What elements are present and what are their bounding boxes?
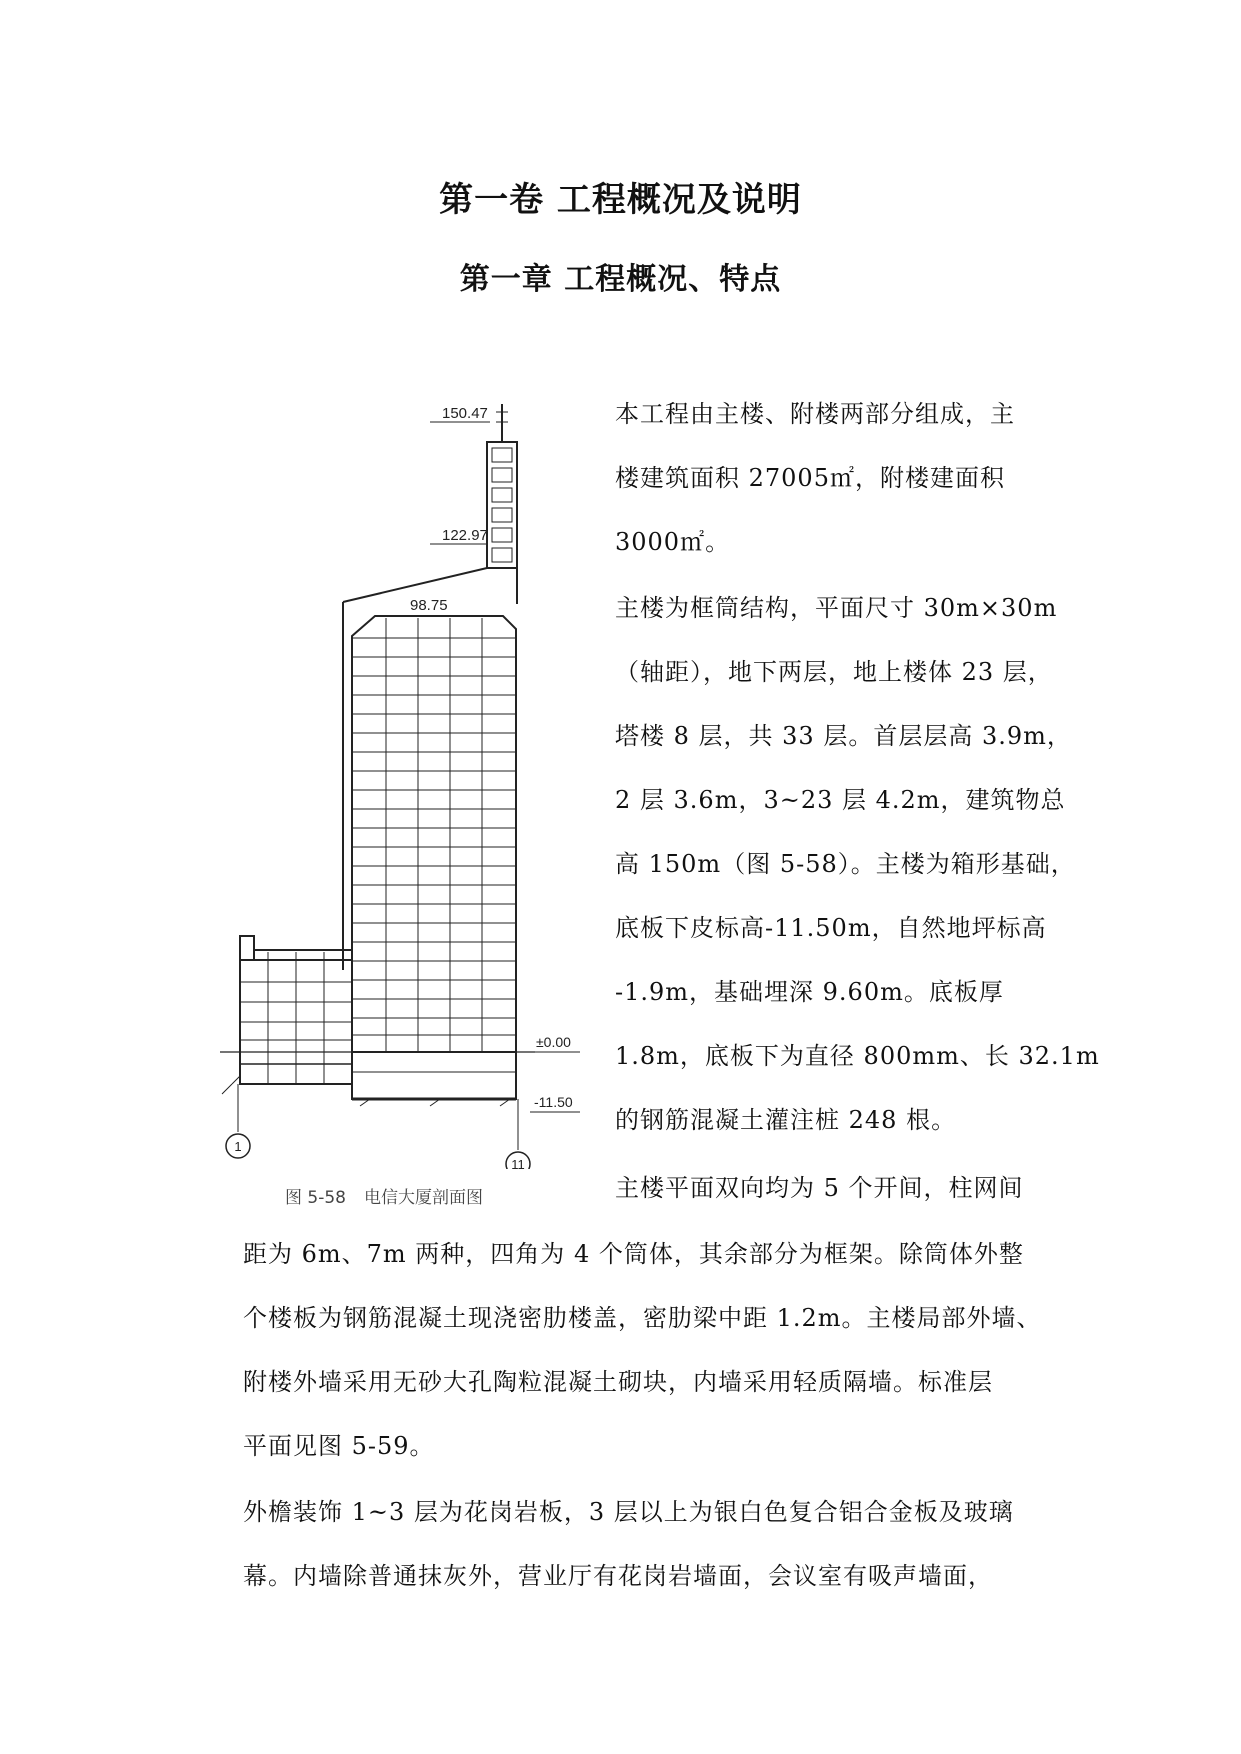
p2-line-3: 塔楼 8 层，共 33 层。首层层高 3.9m， xyxy=(615,722,1072,750)
p3-line-3: 个楼板为钢筋混凝土现浇密肋楼盖，密肋梁中距 1.2m。主楼局部外墙、 xyxy=(243,1304,1042,1332)
p3-line-1: 主楼平面双向均为 5 个开间，柱网间 xyxy=(615,1174,1024,1202)
elev-122: 122.97 xyxy=(442,527,488,544)
p1-line-1: 本工程由主楼、附楼两部分组成，主 xyxy=(615,400,1015,428)
p3-line-4: 附楼外墙采用无砂大孔陶粒混凝土砌块，内墙采用轻质隔墙。标准层 xyxy=(243,1368,993,1396)
p2-line-1: 主楼为框筒结构，平面尺寸 30m×30m xyxy=(615,594,1058,622)
elev-0: ±0.00 xyxy=(536,1034,571,1050)
building-section-figure xyxy=(210,404,600,1169)
p2-line-8: 1.8m，底板下为直径 800mm、长 32.1m xyxy=(615,1042,1100,1070)
figure-number: 图 5-58 xyxy=(285,1188,346,1208)
p2-line-6: 底板下皮标高-11.50m，自然地坪标高 xyxy=(615,914,1047,942)
volume-title: 第一卷 工程概况及说明 xyxy=(439,180,802,220)
p3-line-2: 距为 6m、7m 两种，四角为 4 个筒体，其余部分为框架。除筒体外整 xyxy=(243,1240,1024,1268)
p2-line-4: 2 层 3.6m，3~23 层 4.2m，建筑物总 xyxy=(615,786,1066,814)
p4-line-1: 外檐装饰 1~3 层为花岗岩板，3 层以上为银白色复合铝合金板及玻璃 xyxy=(243,1498,1014,1526)
p1-line-3: 3000㎡。 xyxy=(615,528,731,556)
building-section-drawing xyxy=(210,404,600,1169)
elev-150: 150.47 xyxy=(442,405,488,422)
axis-11-label: 11 xyxy=(511,1157,525,1169)
elev-bottom: -11.50 xyxy=(534,1094,573,1110)
axis-1-label: 1 xyxy=(234,1139,242,1154)
p2-line-7: -1.9m，基础埋深 9.60m。底板厚 xyxy=(615,978,1004,1006)
p4-line-2: 幕。内墙除普通抹灰外，营业厅有花岗岩墙面，会议室有吸声墙面， xyxy=(243,1562,993,1590)
p1-line-2: 楼建筑面积 27005㎡，附楼建面积 xyxy=(615,464,1005,492)
chapter-title: 第一章 工程概况、特点 xyxy=(459,262,782,297)
p2-line-2: （轴距），地下两层，地上楼体 23 层， xyxy=(615,658,1053,686)
figure-caption xyxy=(285,1183,483,1208)
p2-line-5: 高 150m（图 5-58）。主楼为箱形基础， xyxy=(615,850,1076,878)
elev-98: 98.75 xyxy=(410,597,448,614)
p3-line-5: 平面见图 5-59。 xyxy=(243,1432,435,1460)
p2-line-9: 的钢筋混凝土灌注桩 248 根。 xyxy=(615,1106,957,1134)
figure-caption-text: 电信大厦剖面图 xyxy=(364,1188,483,1208)
